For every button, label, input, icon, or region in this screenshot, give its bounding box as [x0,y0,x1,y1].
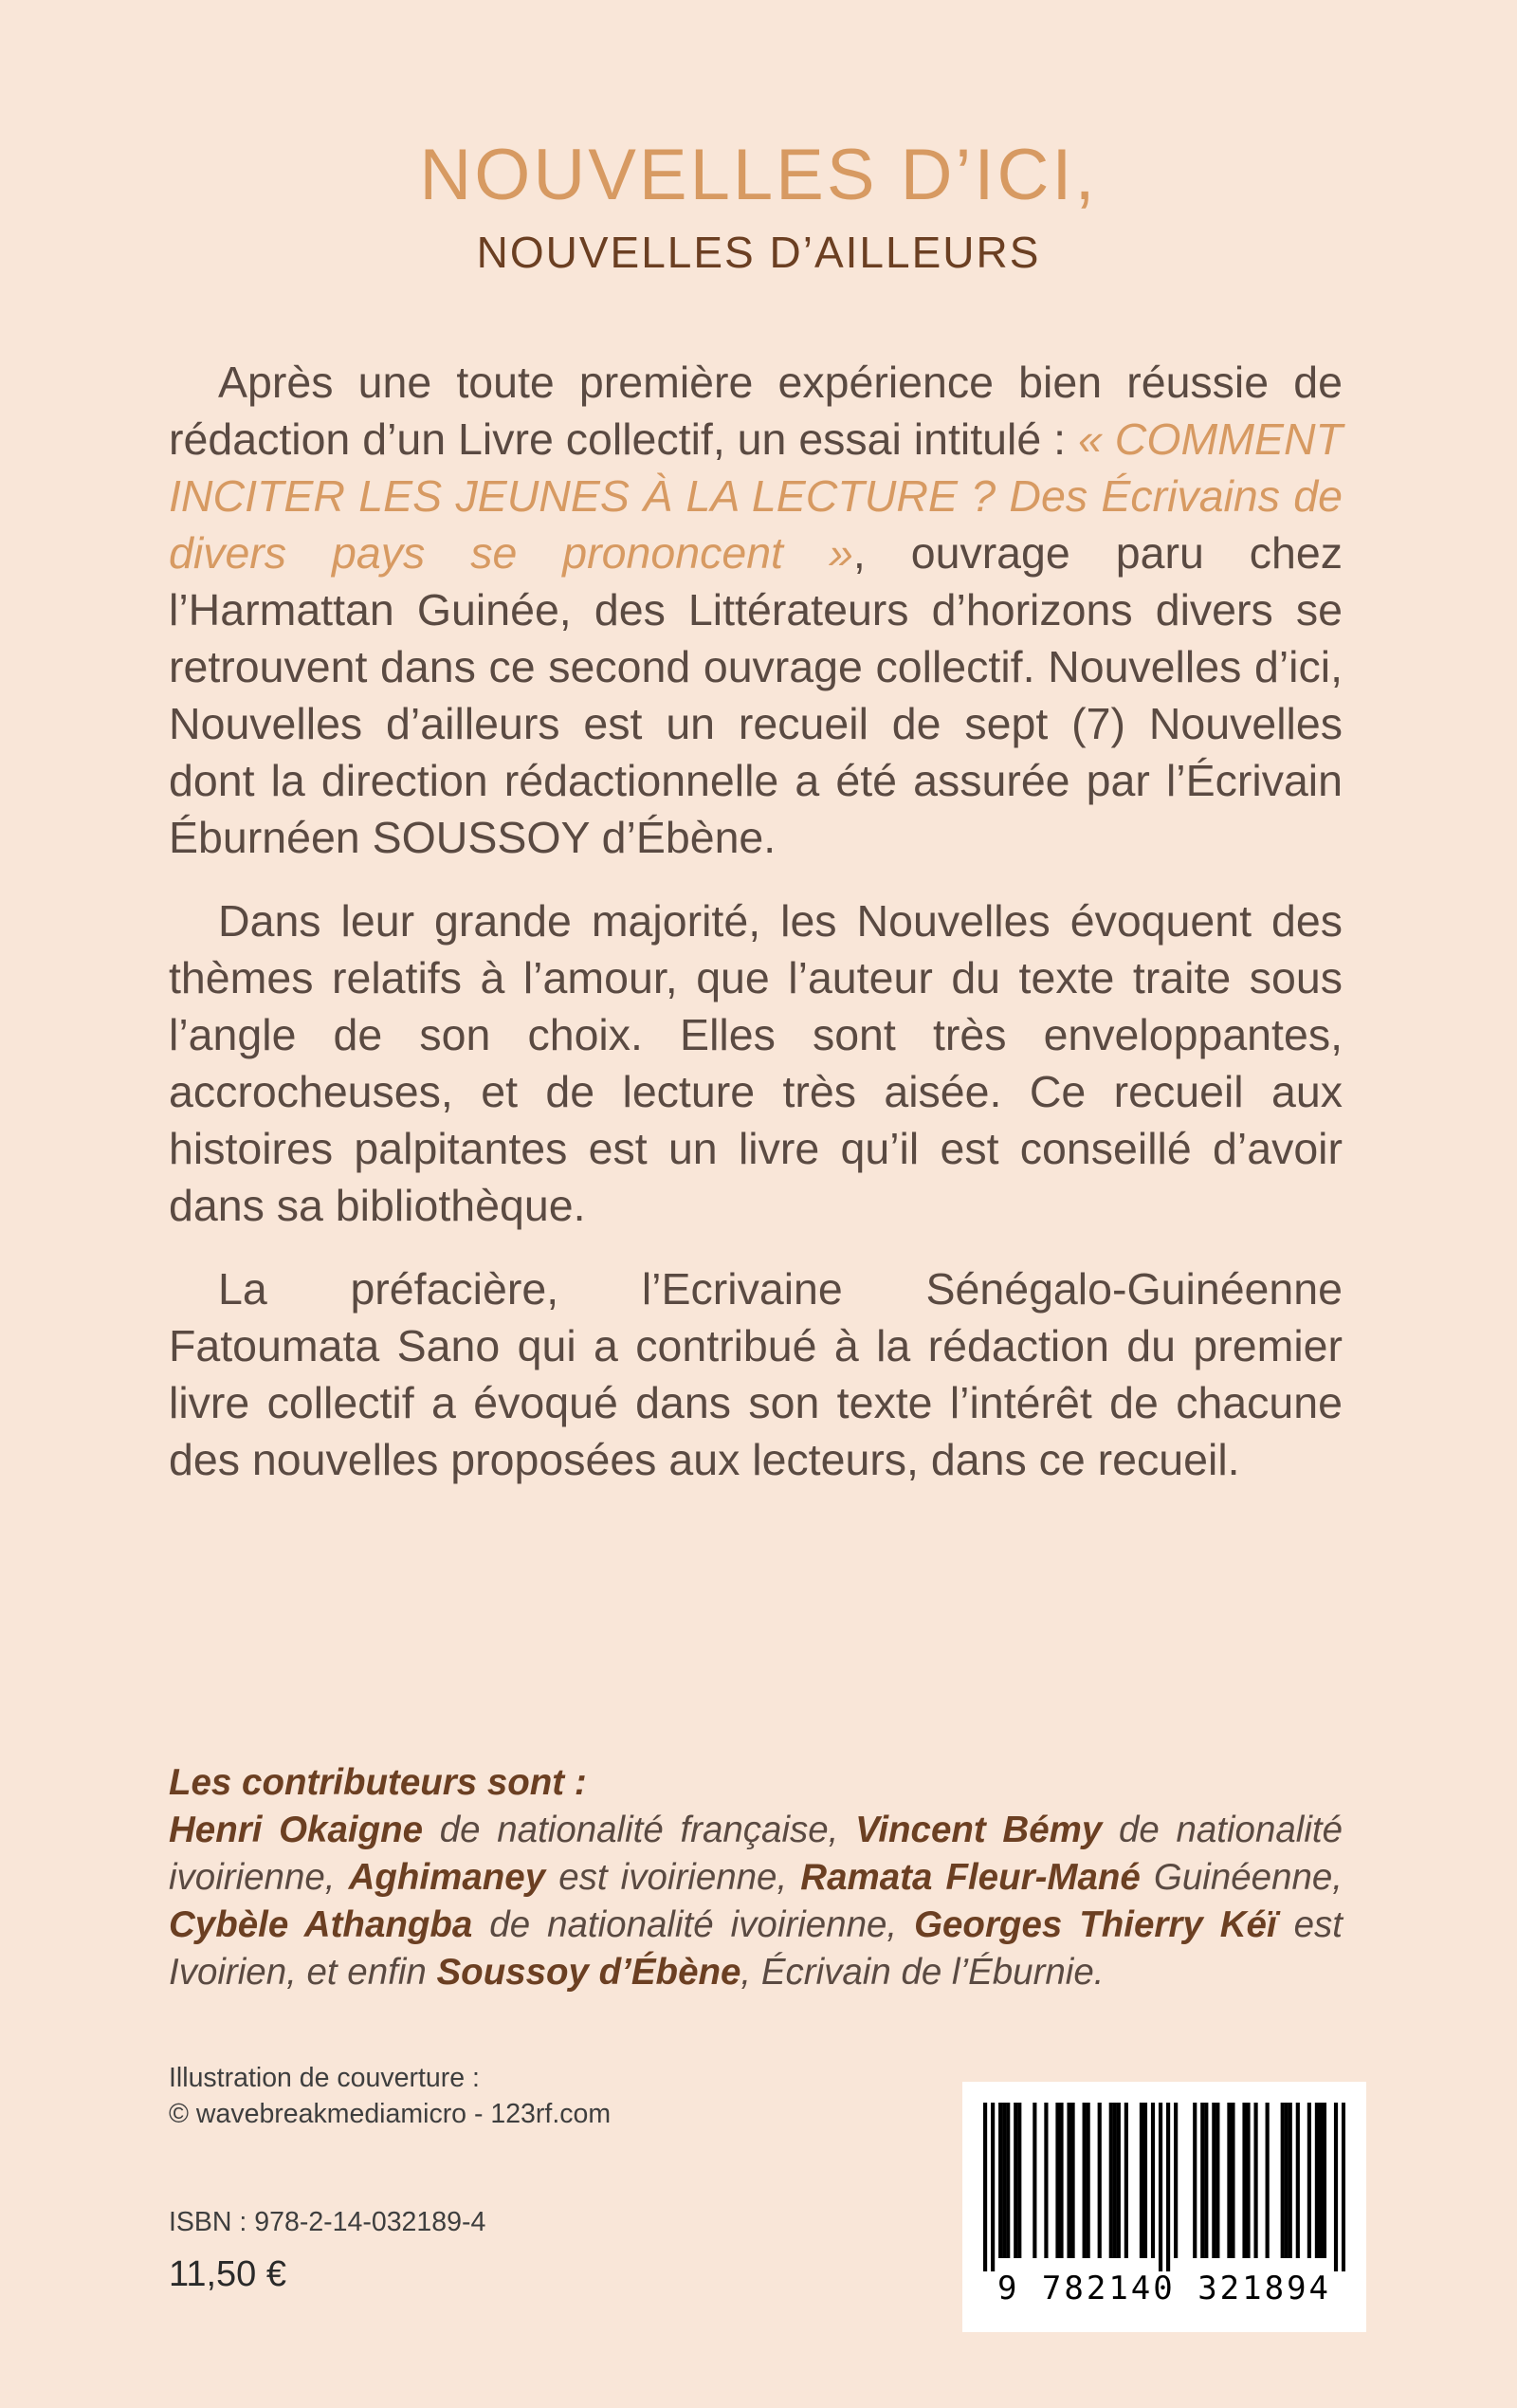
barcode-bar [1289,2103,1292,2258]
barcode-bar [983,2103,987,2271]
contributor-name: Vincent Bémy [855,1810,1103,1850]
barcode-bar [1002,2103,1006,2258]
barcode-bar [1200,2103,1204,2258]
barcode-bar [1334,2103,1338,2271]
barcode-bar [998,2103,1002,2258]
paragraph-1-intro: Après une toute première expérience bien réussie de rédaction d’un Livre collectif, un essai intitulé : [169,358,1343,464]
barcode-bar [1006,2103,1010,2258]
barcode-bar [1231,2103,1234,2258]
contributor-desc: de nationalité ivoirienne, [472,1904,915,1945]
contributor-name: Ramata Fleur-Mané [800,1857,1141,1898]
contributors-heading: Les contributeurs sont : [169,1762,587,1803]
barcode-bar [1174,2103,1178,2258]
barcode-bar [1246,2103,1250,2258]
contributor-name: Georges Thierry Kéï [914,1904,1277,1945]
isbn: ISBN : 978-2-14-032189-4 [169,2207,486,2237]
contributor-name: Cybèle Athangba [169,1904,473,1945]
barcode-bar [1281,2103,1285,2258]
barcode-bar [1319,2103,1323,2258]
contributors-list [169,1807,1343,1996]
contributor-desc: , Écrivain de l’Éburnie. [740,1952,1105,1993]
barcode-bar [1204,2103,1208,2258]
barcode-bar [1166,2103,1170,2271]
barcode-bar [1083,2103,1087,2258]
book-title: NOUVELLES D’ICI, [419,135,1098,215]
contributor-desc: de nationalité ivoirienne, [169,1810,1343,1898]
barcode-digits: 9 782140 321894 [996,2270,1332,2307]
paragraph-1 [169,354,1343,866]
contributor-desc: Guinéenne, [1140,1857,1343,1898]
barcode-bar [1033,2103,1036,2258]
barcode [962,2082,1366,2332]
barcode-bar [1117,2103,1121,2258]
barcode-bar [1014,2103,1017,2258]
price: 11,50 € [169,2254,286,2294]
barcode-bar [1315,2103,1319,2258]
credits-source: © wavebreakmediamicro - 123rf.com [169,2099,612,2129]
barcode-bar [1253,2103,1257,2258]
paragraph-2: Dans leur grande majorité, les Nouvelles évoquent des thèmes relatifs à l’amour, que l’auteur du texte traite sous l’angle de son choix. Elles sont très enveloppantes, accrocheuses, et de lecture très aisée. Ce recueil aux histoires palpitantes est un livre qu’il est conseillé d’avoir dans sa bibliothèque. [169,896,1343,1230]
contributor-name: Henri Okaigne [169,1810,424,1850]
contributor-desc: est ivoirienne, [545,1857,801,1898]
paragraph-3: La préfacière, l’Ecrivaine Sénégalo-Guinéenne Fatoumata Sano qui a contribué à la rédaction du premier livre collectif a évoqué dans son texte l’intérêt de chacune des nouvelles proposées aux lecteurs, dans ce recueil. [169,1264,1343,1484]
book-subtitle: NOUVELLES D’AILLEURS [476,228,1041,277]
barcode-bar [1342,2103,1345,2271]
barcode-bar [1113,2103,1117,2258]
barcode-bar [1109,2103,1113,2258]
barcode-bar [1017,2103,1021,2258]
barcode-bar [1215,2103,1219,2258]
contributor-name: Soussoy d’Ébène [436,1952,741,1993]
barcode-bar [1055,2103,1059,2258]
barcode-bar [1212,2103,1215,2258]
barcode-bar [1193,2103,1197,2258]
title-block [0,133,1517,281]
contributor-desc: de nationalité française, [423,1810,856,1850]
essay-title-quote: « COMMENT INCITER LES JEUNES À LA LECTURE ? Des Écrivains de divers pays se prononcent » [169,414,1343,578]
barcode-bar [1242,2103,1246,2258]
credits-label: Illustration de couverture : [169,2063,480,2093]
barcode-bar [1285,2103,1289,2258]
barcode-bar [1151,2103,1155,2258]
illustration-credits [169,2060,700,2132]
barcode-bar [1087,2103,1090,2258]
barcode-bar [1140,2103,1143,2258]
barcode-bar [1323,2103,1326,2258]
description-text [169,354,1343,1515]
contributor-desc: est Ivoirien, et enfin [169,1904,1343,1993]
barcode-bar [1296,2103,1300,2258]
barcode-bar [1098,2103,1102,2258]
barcode-bar [1227,2103,1231,2258]
barcode-bar [1070,2103,1074,2258]
barcode-bar [1124,2103,1128,2258]
barcode-bar [1159,2103,1162,2271]
barcode-bars [983,2103,1345,2271]
paragraph-1-rest: , ouvrage paru chez l’Harmattan Guinée, des Littérateurs d’horizons divers se retrouvent dans ce second ouvrage collectif. Nouvelles d’ici, Nouvelles d’ailleurs est un recueil de sept (7) Nouvelles dont la direction rédactionnelle a été assurée par l’Écrivain Éburnéen SOUSSOY d’Ébène. [169,528,1343,862]
contributors-section [169,1759,1343,1996]
barcode-bar [1044,2103,1048,2258]
contributor-name: Aghimaney [348,1857,546,1898]
barcode-bar [1143,2103,1147,2258]
barcode-bar [1067,2103,1070,2258]
barcode-bar [1266,2103,1270,2258]
barcode-bar [991,2103,995,2271]
barcode-bar [1059,2103,1063,2258]
barcode-bar [1307,2103,1311,2258]
